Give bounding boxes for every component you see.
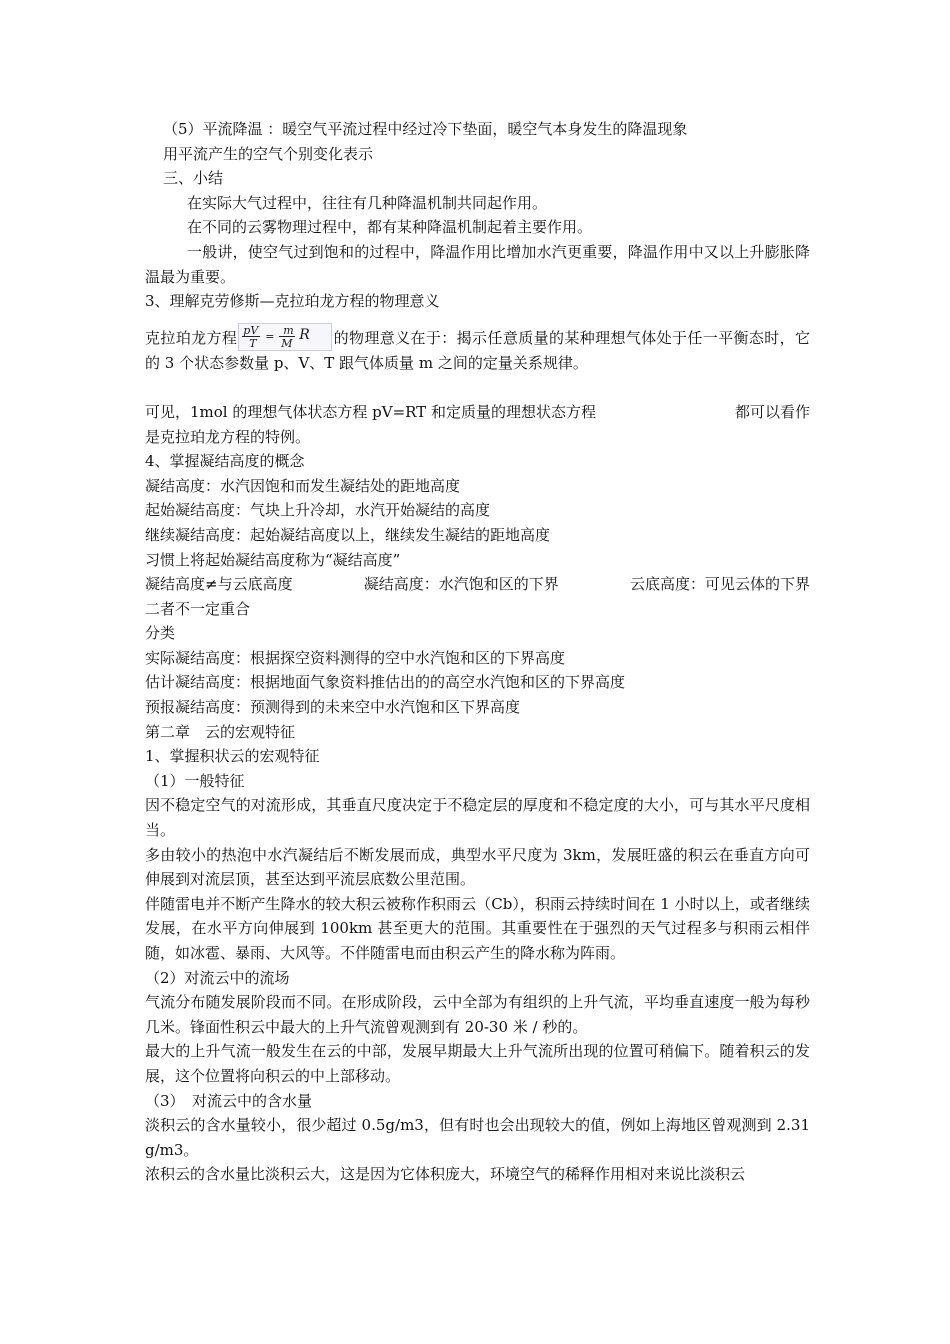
subheading-water-content: （3） 对流云中的含水量 (145, 1091, 313, 1110)
heading-clapeyron: 3、理解克劳修斯—克拉珀龙方程的物理意义 (145, 292, 440, 311)
condensation-compare-a: 凝结高度≠与云底高度 (145, 575, 293, 594)
paragraph-advection-note: 用平流产生的空气个别变化表示 (163, 144, 374, 163)
subheading-general: （1）一般特征 (145, 771, 245, 790)
paragraph-water-2: 浓积云的含水量比淡积云大，这是因为它体积庞大，环境空气的稀释作用相对来说比淡积云 (145, 1165, 746, 1184)
chapter-heading: 第二章 云的宏观特征 (145, 722, 296, 741)
paragraph-condensation-1: 凝结高度：水汽因饱和而发生凝结处的距地高度 (145, 476, 461, 495)
subheading-flow-field: （2）对流云中的流场 (145, 968, 290, 987)
clapeyron-formula-image (238, 323, 332, 351)
clapeyron-label: 克拉珀龙方程 (145, 328, 238, 347)
formula-denominator-2: M (281, 336, 293, 350)
formula-numerator-2: m (283, 323, 294, 337)
clapeyron-text: 的物理意义在于：揭示任意质量的某种理想气体处于任一平衡态时，它的 3 个状态参数量 p、V、T 跟气体质量 m 之间的定量关系规律。 (145, 328, 810, 372)
paragraph-condensation-3: 继续凝结高度：起始凝结高度以上，继续发生凝结的距地高度 (145, 525, 551, 544)
blank-line (145, 375, 810, 400)
paragraph-general-2: 多由较小的热泡中水汽凝结后不断发展而成，典型水平尺度为 3km，发展旺盛的积云在垂直方向可伸展到对流层顶，甚至达到平流层底数公里范围。 (145, 845, 810, 889)
paragraph-classification-3: 预报凝结高度：预测得到的未来空中水汽饱和区下界高度 (145, 698, 521, 717)
paragraph-ideal-gas-line1 (145, 400, 810, 425)
ideal-gas-text-b: 都可以看作 (734, 402, 810, 421)
paragraph-summary-1: 在实际大气过程中，往往有几种降温机制共同起作用。 (187, 193, 548, 212)
paragraph-general-1: 因不稳定空气的对流形成，其垂直尺度决定于不稳定层的厚度和不稳定度的大小，可与其水平尺度相当。 (145, 796, 810, 840)
paragraph-classification-1: 实际凝结高度：根据探空资料测得的空中水汽饱和区的下界高度 (145, 648, 566, 667)
paragraph-summary-2: 在不同的云雾物理过程中，都有某种降温机制起着主要作用。 (187, 218, 593, 237)
heading-cumuliform: 1、掌握积状云的宏观特征 (145, 747, 320, 766)
paragraph-classification-2: 估计凝结高度：根据地面气象资料推估出的的高空水汽饱和区的下界高度 (145, 673, 626, 692)
paragraph-advection-cooling: （5）平流降温 ：暖空气平流过程中经过冷下垫面，暖空气本身发生的降温现象 (163, 120, 688, 138)
formula-denominator: T (249, 336, 257, 350)
document-body (145, 117, 810, 1187)
paragraph-condensation-6: 二者不一定重合 (145, 599, 251, 618)
paragraph-water-1: 淡积云的含水量较小，很少超过 0.5g/m3，但有时也会出现较大的值，例如上海地区曾观测到 2.31 g/m3。 (145, 1116, 810, 1159)
paragraph-general-3: 伴随雷电并不断产生降水的较大积云被称作积雨云（Cb），积雨云持续时间在 1 小时以上，或者继续发展，在水平方向伸展到 100km 甚至更大的范围。其重要性在于强烈的天气过程多与积雨云相伴随，如冰雹、暴雨、大风等。不伴随雷电而由积云产生的降水称为阵雨。 (145, 894, 810, 962)
paragraph-summary-3: 一般讲，使空气过到饱和的过程中，降温作用比增加水汽更重要，降温作用中又以上升膨胀降温最为重要。 (145, 242, 810, 286)
paragraph-flow-1: 气流分布随发展阶段而不同。在形成阶段，云中全部为有组织的上升气流，平均垂直速度一般为每秒几米。锋面性积云中最大的上升气流曾观测到有 20-30 米 / 秒的。 (145, 993, 810, 1036)
paragraph-flow-2: 最大的上升气流一般发生在云的中部，发展早期最大上升气流所出现的位置可稍偏下。随着积云的发展，这个位置将向积云的中上部移动。 (145, 1042, 810, 1085)
paragraph-condensation-5 (145, 572, 810, 597)
section-heading-summary: 三、小结 (163, 169, 224, 188)
paragraph-condensation-4: 习惯上将起始凝结高度称为“凝结高度” (145, 550, 401, 569)
paragraph-clapeyron (145, 323, 810, 376)
paragraph-classification: 分类 (145, 624, 176, 643)
ideal-gas-text-a: 可见，1mol 的理想气体状态方程 pV=RT 和定质量的理想状态方程 (145, 402, 596, 421)
formula-r: R (299, 326, 310, 343)
condensation-compare-b: 凝结高度：水汽饱和区的下界 (363, 575, 559, 594)
heading-condensation-level: 4、掌握凝结高度的概念 (145, 452, 305, 471)
paragraph-condensation-2: 起始凝结高度：气块上升冷却，水汽开始凝结的高度 (145, 501, 491, 520)
formula-numerator: pV (243, 323, 259, 337)
paragraph-ideal-gas-line2: 是克拉珀龙方程的特例。 (145, 427, 311, 446)
condensation-compare-c: 云底高度：可见云体的下界 (629, 575, 810, 594)
formula-equals: = (265, 329, 275, 343)
